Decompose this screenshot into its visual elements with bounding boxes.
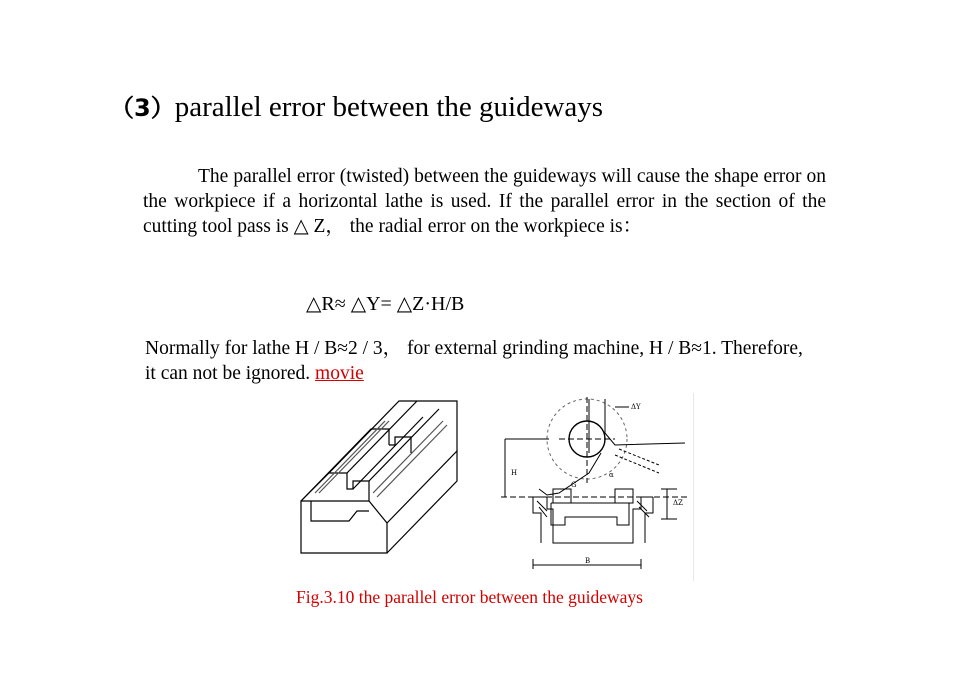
label-delta-z: ΔZ [673, 499, 683, 507]
figure-guideways [289, 393, 694, 581]
label-g: G [571, 481, 577, 489]
formula: △R≈ △Y= △Z·H/B [306, 293, 465, 315]
paragraph-note [145, 336, 805, 386]
guideway-block-drawing [301, 401, 457, 553]
title-number: （3） [110, 94, 175, 122]
slide-title [110, 88, 603, 124]
cross-section-drawing [501, 397, 689, 569]
movie-link[interactable]: movie [315, 363, 364, 384]
figure-drawing [289, 393, 693, 581]
title-text: parallel error between the guideways [174, 91, 604, 123]
label-h: H [511, 469, 518, 477]
label-delta-y: ΔY [631, 403, 641, 411]
figure-caption: Fig.3.10 the parallel error between the guideways [296, 587, 643, 607]
label-alpha: α [609, 471, 614, 479]
paragraph-note-text: Normally for lathe H / B≈2 / 3， for external grinding machine, H / B≈1. Therefore, it can not be ignored. [145, 338, 803, 384]
paragraph-intro: The parallel error (twisted) between the guideways will cause the shape error on the workpiece if a horizontal lathe is used. If the parallel error in the section of the cutting tool pass is △ Z， the radial error on the workpiece is： [143, 166, 826, 237]
label-b: B [585, 557, 591, 565]
